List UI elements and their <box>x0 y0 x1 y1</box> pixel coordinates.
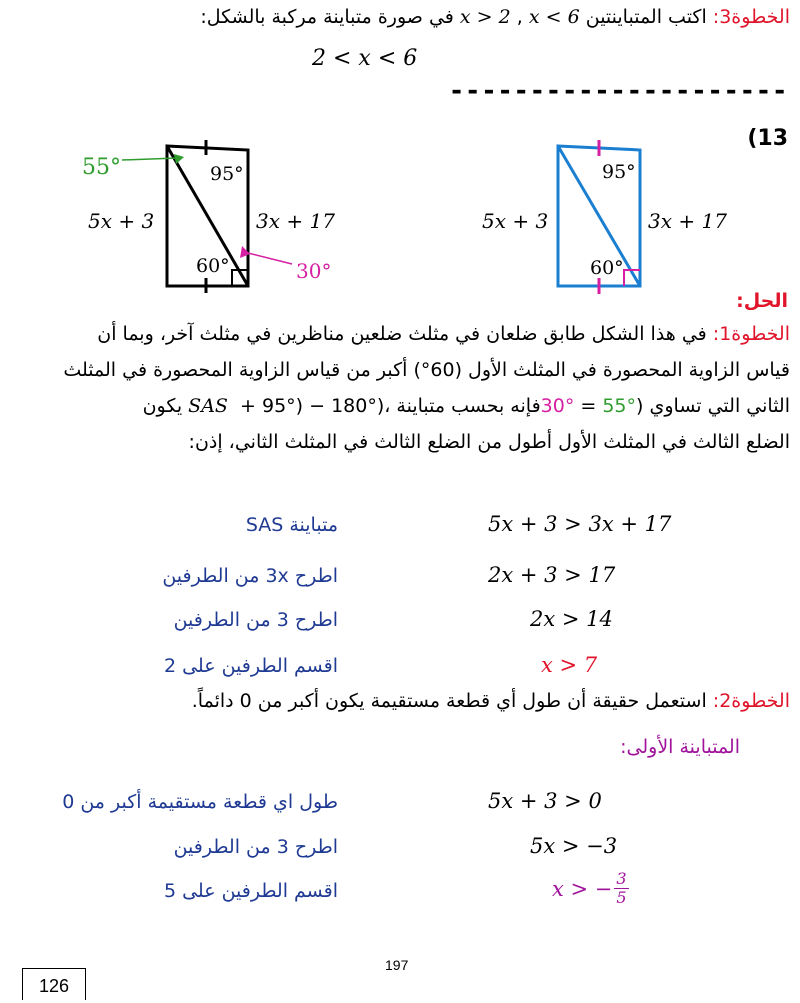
step1-line1-text: في هذا الشكل طابق ضلعان في مثلث ضلعين مناظرين في مثلث آخر، وبما أن <box>97 323 707 345</box>
step3-line <box>200 6 790 28</box>
step1-line3-end: يكون <box>142 395 183 417</box>
page-number: 197 <box>385 957 409 973</box>
deriv1-expr-2: 2x > 14 <box>530 607 613 631</box>
deriv2-note-0: طول اي قطعة مستقيمة أكبر من 0 <box>62 791 338 813</box>
left-angle-95: 95° <box>210 163 244 185</box>
deriv1-expr-0: 5x + 3 > 3x + 17 <box>488 512 672 536</box>
fraction-numerator: 3 <box>616 869 627 888</box>
deriv1-note-1: اطرح 3x من الطرفين <box>162 565 338 587</box>
step2-label: الخطوة2: <box>712 690 790 712</box>
step3-sep: , <box>516 6 523 28</box>
left-angle-55: 55° <box>82 155 121 180</box>
deriv2-note-2: اقسم الطرفين على 5 <box>163 880 338 902</box>
box-number: 126 <box>22 968 86 1000</box>
step3-ineq2: x > 2 <box>459 6 511 28</box>
step2-line <box>192 690 790 712</box>
step1-line3-eq: = <box>574 395 603 417</box>
left-side-right: 3x + 17 <box>256 209 335 233</box>
step3-text-b: في صورة متباينة مركبة بالشكل: <box>200 6 454 28</box>
step1-line1 <box>10 316 790 352</box>
step1-line3-55: 55° <box>602 395 637 417</box>
deriv2-expr-2-lhs: x > − <box>552 876 613 901</box>
left-angle-60: 60° <box>196 255 230 277</box>
step1-line3-rest: + 95°) − 180°)، فإنه بحسب متباينة <box>233 395 541 417</box>
compound-inequality: 2 < x < 6 <box>312 46 418 71</box>
deriv2-fraction <box>614 870 628 907</box>
step1-line3-sas: SAS <box>188 395 228 417</box>
deriv1-expr-1: 2x + 3 > 17 <box>488 563 616 587</box>
deriv1-note-0: متباينة SAS <box>245 514 338 536</box>
first-inequality-heading: المتباينة الأولى: <box>620 736 740 758</box>
right-side-right: 3x + 17 <box>648 209 727 233</box>
deriv2-expr-0: 5x + 3 > 0 <box>488 789 602 813</box>
deriv2-expr-2 <box>552 870 629 907</box>
problem-number: (13 <box>747 126 788 151</box>
step3-label: الخطوة3: <box>712 6 790 28</box>
deriv1-expr-3: x > 7 <box>541 653 598 677</box>
step2-text: استعمل حقيقة أن طول أي قطعة مستقيمة يكون أكبر من 0 دائماً. <box>191 690 707 712</box>
deriv2-note-1: اطرح 3 من الطرفين <box>173 836 338 858</box>
figure-left <box>70 140 370 300</box>
dashed-divider: --------------------- <box>448 76 788 106</box>
solution-label: الحل: <box>736 290 788 312</box>
left-55-pointer <box>122 158 178 160</box>
step3-ineq1: x < 6 <box>528 6 580 28</box>
figure-right <box>474 140 744 300</box>
left-side-left: 5x + 3 <box>88 209 155 233</box>
right-side-left: 5x + 3 <box>482 209 549 233</box>
step1-paragraph <box>10 316 790 460</box>
step1-line3-pre: الثاني التي تساوي ( <box>636 395 790 417</box>
right-angle-95: 95° <box>602 161 636 183</box>
right-angle-60: 60° <box>590 257 624 279</box>
deriv2-expr-1: 5x > −3 <box>530 834 618 858</box>
left-30-pointer <box>244 252 292 264</box>
left-angle-30: 30° <box>296 259 332 283</box>
step1-line2: قياس الزاوية المحصورة في المثلث الأول (60°) أكبر من قياس الزاوية المحصورة في المثلث <box>63 359 790 381</box>
deriv1-note-2: اطرح 3 من الطرفين <box>173 609 338 631</box>
step1-line3 <box>10 388 790 424</box>
step1-line3-30: 30° <box>540 395 575 417</box>
deriv1-note-3: اقسم الطرفين على 2 <box>163 655 338 677</box>
fraction-denominator: 5 <box>616 888 627 907</box>
step3-text-a: اكتب المتباينتين <box>585 6 707 28</box>
step1-line4: الضلع الثالث في المثلث الأول أطول من الضلع الثالث في المثلث الثاني، إذن: <box>188 431 790 453</box>
step1-label: الخطوة1: <box>712 323 790 345</box>
